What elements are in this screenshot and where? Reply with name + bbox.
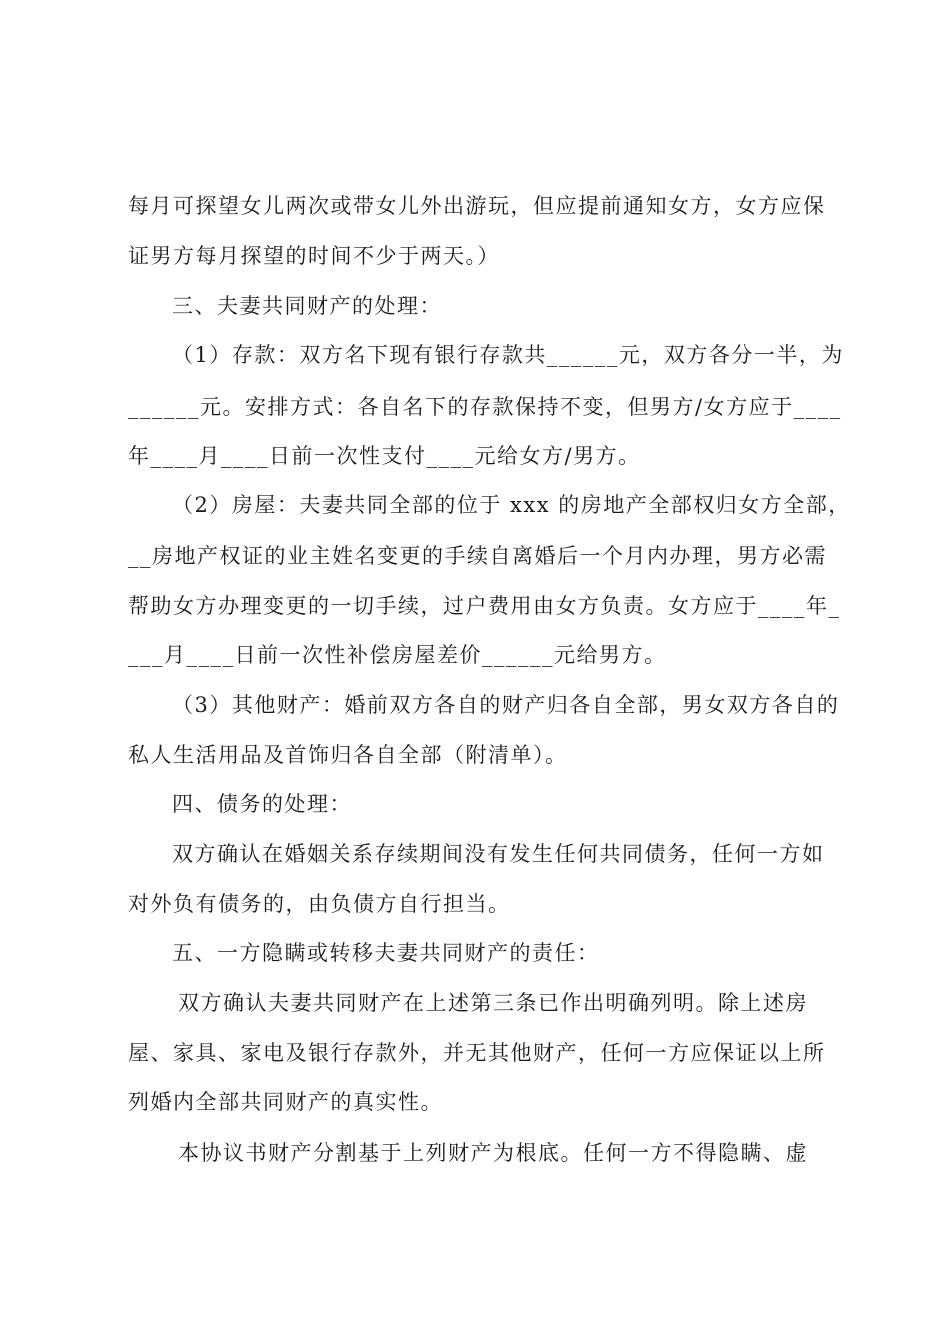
section-heading: 五、一方隐瞒或转移夫妻共同财产的责任： <box>172 941 600 965</box>
body-line: 屋、家具、家电及银行存款外，并无其他财产，任何一方应保证以上所 <box>128 1041 826 1065</box>
body-line: （1）存款：双方名下现有银行存款共______元，双方各分一半，为 <box>172 343 844 367</box>
body-line: 私人生活用品及首饰归各自全部（附清单）。 <box>128 743 568 767</box>
body-line: ___月____日前一次性补偿房屋差价______元给男方。 <box>128 643 667 667</box>
body-line: （2）房屋：夫妻共同全部的位于 xxx 的房地产全部权归女方全部， <box>172 493 851 517</box>
body-line: 列婚内全部共同财产的真实性。 <box>128 1090 443 1114</box>
body-line: 双方确认在婚姻关系存续期间没有发生任何共同债务，任何一方如 <box>172 842 825 866</box>
body-line: 证男方每月探望的时间不少于两天。） <box>128 244 500 268</box>
body-line: （3）其他财产：婚前双方各自的财产归各自全部，男女双方各自的 <box>172 693 840 717</box>
body-line: 每月可探望女儿两次或带女儿外出游玩，但应提前通知女方，女方应保 <box>128 194 826 218</box>
body-line: 对外负有债务的，由负债方自行担当。 <box>128 892 511 916</box>
section-heading: 四、债务的处理： <box>172 792 352 816</box>
body-line: 帮助女方办理变更的一切手续，过户费用由女方负责。女方应于____年_ <box>128 594 841 618</box>
body-line: 双方确认夫妻共同财产在上述第三条已作出明确列明。除上述房 <box>178 991 808 1015</box>
body-line: __房地产权证的业主姓名变更的手续自离婚后一个月内办理，男方必需 <box>128 544 827 568</box>
body-line: ______元。安排方式：各自名下的存款保持不变，但男方/女方应于____ <box>128 395 842 419</box>
body-line: 本协议书财产分割基于上列财产为根底。任何一方不得隐瞒、虚 <box>178 1141 808 1165</box>
section-heading: 三、夫妻共同财产的处理： <box>172 294 442 318</box>
body-line: 年____月____日前一次性支付____元给女方/男方。 <box>128 444 641 468</box>
